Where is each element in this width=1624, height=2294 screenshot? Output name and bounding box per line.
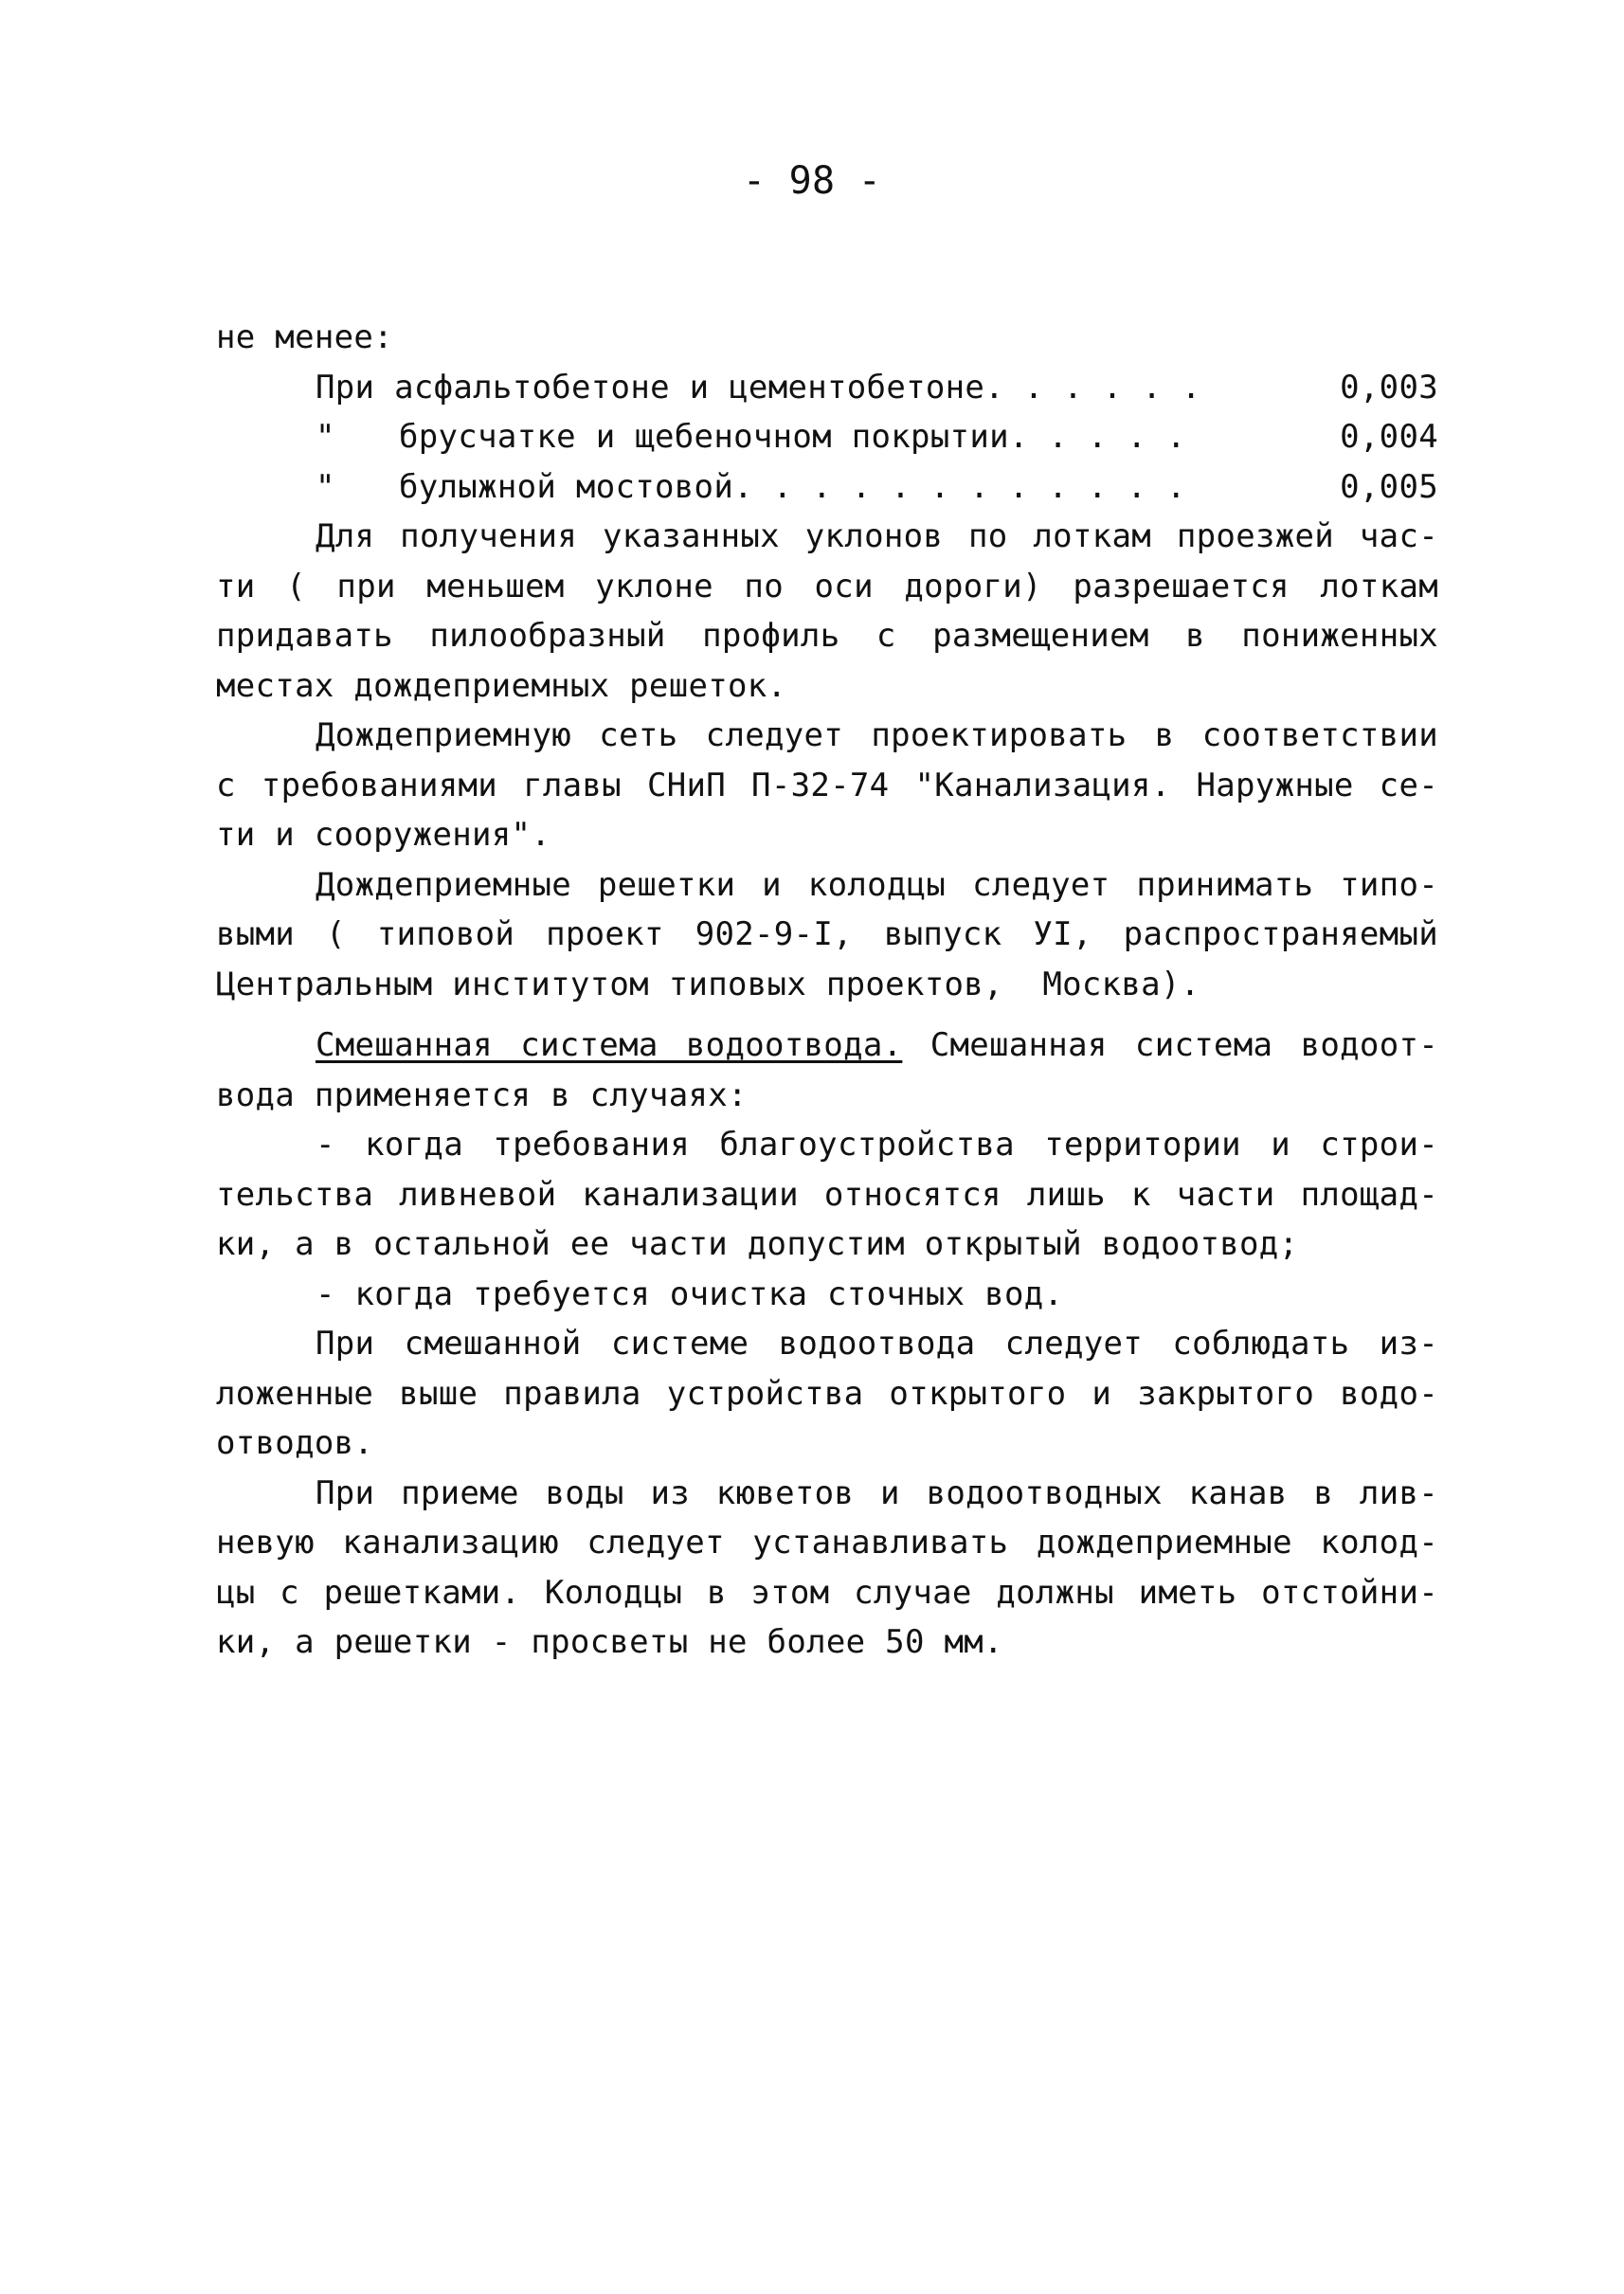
paragraph-rain-network: [216, 711, 1438, 860]
paragraph-line: выми ( типовой проект 902-9-I, выпуск УI, распространяемый: [216, 915, 1438, 953]
intro-line: не менее:: [216, 318, 393, 356]
paragraph-line: невую канализацию следует устанавливать дождеприемные колод-: [216, 1524, 1438, 1562]
list-line: ки, а в остальной ее части допустим открытый водоотвод;: [216, 1225, 1299, 1263]
cases-list: [216, 1120, 1438, 1319]
slope-list: [216, 363, 1438, 513]
slope-label: булыжной мостовой. . . . . . . . . . . .: [399, 467, 1186, 506]
paragraph-ditch-intake: [216, 1469, 1438, 1668]
slope-label-wrap: [316, 412, 1186, 462]
ditto-mark: ": [316, 467, 335, 506]
page-number: - 98 -: [742, 159, 882, 203]
paragraph-gutter-profile: [216, 512, 1438, 711]
paragraph-line: придавать пилообразный профиль с размещением в пониженных: [216, 617, 1438, 655]
paragraph-line: цы с решетками. Колодцы в этом случае должны иметь отстойни-: [216, 1573, 1438, 1612]
paragraph-line: ложенные выше правила устройства открытого и закрытого водо-: [216, 1374, 1438, 1413]
paragraph-line: с требованиями главы СНиП П-32-74 "Канализация. Наружные се-: [216, 766, 1438, 804]
paragraph-line: При приеме воды из кюветов и водоотводных канав в лив-: [316, 1473, 1438, 1512]
heading-continuation: Смешанная система водоот-: [902, 1026, 1438, 1064]
paragraph-mixed-system: [216, 1021, 1438, 1120]
paragraph-line: Для получения указанных уклонов по лоткам проезжей час-: [316, 517, 1438, 555]
slope-item-paving: [216, 412, 1438, 462]
slope-label: При асфальтобетоне и цементобетоне. . . . . .: [316, 368, 1201, 406]
body-text: [216, 313, 1438, 1668]
paragraph-line: ки, а решетки - просветы не более 50 мм.: [216, 1623, 1003, 1661]
paragraph-line: Центральным институтом типовых проектов, Москва).: [216, 965, 1200, 1003]
slope-value: 0,003: [1340, 368, 1438, 406]
list-line: тельства ливневой канализации относятся лишь к части площад-: [216, 1175, 1438, 1214]
slope-item-asphalt: [216, 363, 1438, 413]
paragraph-line: Дождеприемную сеть следует проектировать в соответствии: [316, 716, 1438, 754]
paragraph-line: При смешанной системе водоотвода следует соблюдать из-: [316, 1325, 1438, 1363]
paragraph-mixed-rules: [216, 1319, 1438, 1469]
paragraph-line: отводов.: [216, 1424, 374, 1462]
paragraph-line: Дождеприемные решетки и колодцы следует принимать типо-: [316, 865, 1438, 904]
paragraph-grates-wells: [216, 860, 1438, 1010]
paragraph-line: местах дождеприемных решеток.: [216, 666, 787, 705]
slope-label-wrap: [316, 462, 1186, 513]
slope-value: 0,004: [1340, 418, 1438, 456]
slope-value: 0,005: [1340, 467, 1438, 506]
list-line: - когда требуется очистка сточных вод.: [316, 1274, 1064, 1313]
ditto-mark: ": [316, 418, 335, 456]
slope-label: брусчатке и щебеночном покрытии. . . . .: [399, 418, 1186, 456]
paragraph-line: вода применяется в случаях:: [216, 1075, 748, 1114]
section-gap: [216, 1009, 1438, 1021]
section-heading: Смешанная система водоотвода.: [316, 1026, 903, 1064]
paragraph-line: ти и сооружения".: [216, 816, 551, 854]
paragraph-line: [216, 1021, 1438, 1071]
list-line: - когда требования благоустройства территории и строи-: [316, 1126, 1438, 1164]
paragraph-line: ти ( при меньшем уклоне по оси дороги) разрешается лоткам: [216, 567, 1438, 605]
slope-item-cobblestone: [216, 462, 1438, 513]
